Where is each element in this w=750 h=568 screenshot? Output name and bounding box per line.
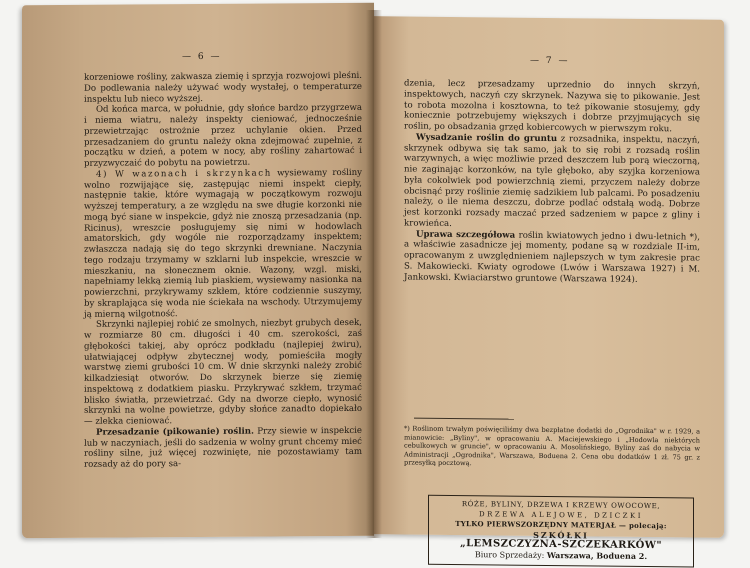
- ad-line: TYLKO PIERWSZORZĘDNY MATERJAŁ — polecają:: [455, 519, 667, 531]
- ad-nursery-label: SZKÓŁKI: [533, 529, 589, 541]
- paragraph-heading: Uprawa szczegółowa: [416, 229, 516, 241]
- paragraph-heading: Przesadzanie (pikowanie) roślin.: [96, 426, 254, 438]
- book-spine-shadow: [366, 10, 382, 538]
- ad-line: DRZEWA ALEJOWE, DZICZKI: [478, 510, 644, 520]
- paragraph-heading: Wysadzanie roślin do gruntu: [416, 132, 558, 144]
- right-text-column: [404, 78, 700, 285]
- paragraph: Uprawa szczegółowa roślin kwiatowych jedno i dwu-letnich *), a właściwie zasadnicze jej momenty, podane są w rozdziale II-im, opracowanym z uwzględnieniem najlepszych w tym zakresie prac S. Makowiecki. Kwiaty ogrodowe (Lwów i Warszawa 1927) i M. Jankowski. Kwiaciarstwo gruntowe (Warszawa 1924).: [404, 229, 700, 285]
- footnote: *) Roślinom trwałym poświęciliśmy dwa bezpłatne dodatki do „Ogrodnika" w r. 1929, a mianowicie: „Byliny", w opracowaniu A. Maciejewskiego i „Hodowla niektórych cebulkowych w gruncie", w opracowaniu A. Mosolińskiego, Byliny zaś do nabycia w Administracji „Ogrodnika", Warszawa, Boduena 2. Cena obu dodatków 1 zł. 75 gr. z przesyłką pocztową.: [404, 424, 700, 468]
- ad-address-label: Biuro Sprzedaży:: [474, 550, 545, 560]
- paragraph-heading: 4) W wazonach i skrzynkach: [96, 168, 272, 180]
- paragraph: Skrzynki najlepiej robić ze smolnych, niezbyt grubych desek, w rozmiarze 80 cm. długości i 40 cm. szerokości, zaś głębokości takiej, aby oprócz podkładu (najlepiej żwiru), ułatwiającej odpływ zbytecznej wody, pomieściła mogły warstwę ziemi grubości 10 cm. W dnie skrzynki należy zrobić kilkadziesiąt otworów. Do skrzynek bierze się ziemię inspektową z dodatkiem piasku. Przykrywać szkłem, trzymać blisko światła, przewietrzać. Gdy na dworze ciepło, wynosić skrzynki na wolne powietrze, gdyby słońce zanadto dopiekało — zlekka cieniować.: [84, 318, 362, 427]
- right-page: [374, 16, 724, 562]
- left-text-column: [84, 71, 362, 471]
- left-page: [22, 3, 374, 538]
- paragraph: 4) W wazonach i skrzynkach wysiewamy rośliny wolno rozwijające się, zastępując niemi inspekt ciepły, następnie takie, które wymagają w początkowym rozwoju wyższej temperatury, a ze względu na swe długie korzonki nie mogą być siane w inspekcie, gdyż nie znoszą przesadzania (np. Ricinus), wreszcie posługujemy się nimi w hodowlach amatorskich, gdy wogóle nie rozporządzamy inspektem; zwłaszcza nadają się do tego skrzynki drewniane. Naczynia tego rodzaju trzymamy w szklarni lub inspekcie, wreszcie w mieszkaniu, na słonecznem oknie. Wazony, wzgl. miski, napełniamy lekką ziemią lub piaskiem, wysiewamy nasionka na powierzchni, przykrywamy szkłem, które codziennie suszymy, by skraplająca się woda nie ściekała na wschody. Utrzymujemy ją mierną wilgotność.: [84, 167, 363, 320]
- paragraph: korzeniowe rośliny, zakwasza ziemię i sprzyja rozwojowi pleśni. Do podlewania należy używać wody wystałej, o temperaturze inspektu lub nieco wyższej.: [84, 70, 362, 105]
- page-number: — 6 —: [182, 51, 222, 63]
- ad-company-name: „LEMSZCZYZNA-SZCZEKARKÓW": [459, 538, 663, 552]
- paragraph: Wysadzanie roślin do gruntu z rozsadnika, inspektu, naczyń, skrzynek odbywa się tak samo, jak to się robi z rozsadą roślin warzywnych, a więc możliwie przed deszczem lub porą wieczorną, nie zaginając korzonków, na tyle głęboko, aby szyjka korzeniowa była cokolwiek pod powierzchnią ziemi, przyczem należy dobrze obcisnąć przy roślinie ziemię sadzikiem lub palcami. Po posadzeniu należy, o ile niema deszczu, dobrze podlać odstałą wodą. Dobrze jest korzonki rozsady maczać przed sadzeniem w papce z gliny i krowieńca.: [404, 132, 700, 229]
- page-number: — 7 —: [530, 55, 570, 67]
- paragraph: dzenia, lecz przesadzamy uprzednio do innych skrzyń, inspektowych, naczyń czy skrzynek. Nazywa się to pikowanie. Jest to robota mozolna i kosztowna, to też pikowanie stosujemy, gdy koniecznie potrzebujemy większych i dobrze przyjmujących się roślin, po obsadzania grzęd kobiercowych w pierwszym roku.: [404, 78, 700, 135]
- advertisement-box: [428, 495, 694, 568]
- paragraph: Od końca marca, w południe, gdy słońce bardzo przygrzewa i niema wiatru, należy inspekty cieniować, jednocześnie przewietrzając ostrożnie przez uchylanie okien. Przed przesadzaniem do gruntu należy okna zdejmować zupełnie, z początku w dzień, a potem w nocy, aby rośliny zahartować i przyzwyczaić do pobytu na powietrzu.: [84, 103, 362, 169]
- footnote-rule: [414, 418, 514, 420]
- ad-line: RÓŻE, BYLINY, DRZEWA I KRZEWY OWOCOWE,: [461, 500, 661, 511]
- paragraph: Przesadzanie (pikowanie) roślin. Przy siewie w inspekcie lub w naczyniach, jeśli do sadzenia w wolny grunt chcemy mieć rośliny silne, już więcej rozwinięte, nie pozostawiamy tam rozsady aż do pory sa-: [84, 425, 362, 470]
- ad-address-value: Warszawa, Boduena 2.: [546, 549, 648, 562]
